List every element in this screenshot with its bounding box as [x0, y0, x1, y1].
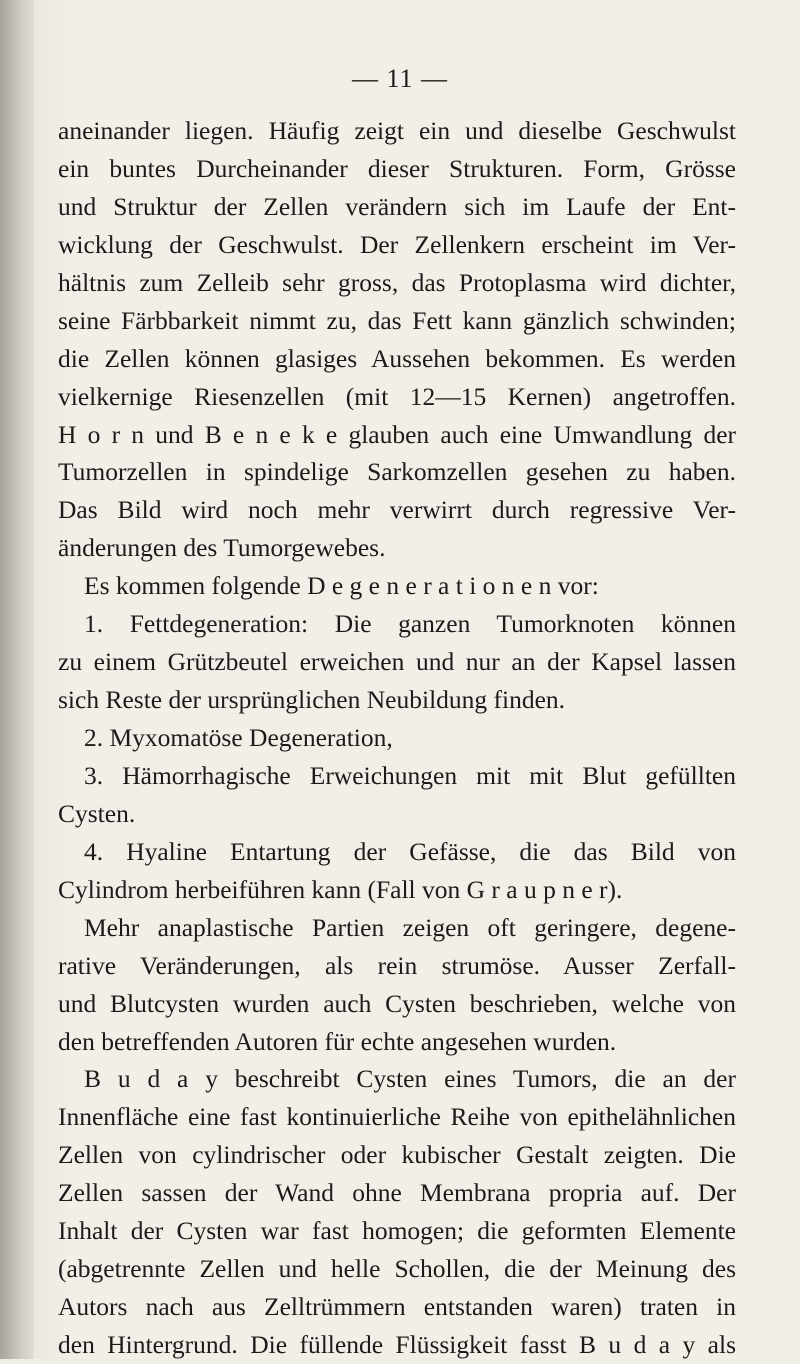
- text-line: (abgetrennte Zellen und helle Schollen, die der Meinung des: [58, 1254, 736, 1284]
- text-line: Cylindrom herbeiführen kann (Fall von G r a u p n e r).: [58, 874, 623, 904]
- book-gutter-shadow: [0, 0, 34, 1359]
- text-line: H o r n und B e n e k e glauben auch eine Umwandlung der: [58, 419, 736, 449]
- text-line: Autors nach aus Zelltrümmern entstanden waren) traten in: [58, 1292, 736, 1322]
- text-line: änderungen des Tumorgewebes.: [58, 533, 386, 563]
- text-line: rative Veränderungen, als rein strumöse. Ausser Zerfall-: [58, 950, 736, 980]
- text-line: 2. Myxomatöse Degeneration,: [84, 723, 393, 752]
- text-line: 4. Hyaline Entartung der Gefässe, die das Bild von: [84, 836, 736, 866]
- text-line: Inhalt der Cysten war fast homogen; die geformten Elemente: [58, 1216, 736, 1246]
- text-line: sich Reste der ursprünglichen Neubildung finden.: [58, 685, 566, 715]
- text-line: Zellen sassen der Wand ohne Membrana propria auf. Der: [58, 1178, 736, 1208]
- text-line: wicklung der Geschwulst. Der Zellenkern erscheint im Ver-: [58, 229, 736, 259]
- text-line: Mehr anaplastische Partien zeigen oft geringere, degene-: [84, 912, 736, 942]
- text-line: die Zellen können glasiges Aussehen bekommen. Es werden: [58, 343, 736, 373]
- text-line: zu einem Grützbeutel erweichen und nur an der Kapsel lassen: [58, 647, 736, 677]
- text-line: den Hintergrund. Die füllende Flüssigkeit fasst B u d a y als: [58, 1330, 736, 1359]
- text-line: vielkernige Riesenzellen (mit 12—15 Kernen) angetroffen.: [58, 381, 736, 411]
- text-line: ein buntes Durcheinander dieser Strukturen. Form, Grösse: [58, 153, 736, 183]
- page-number: — 11 —: [351, 64, 449, 93]
- text-line: den betreffenden Autoren für echte angesehen wurden.: [58, 1026, 617, 1056]
- text-line: und Blutcysten wurden auch Cysten beschrieben, welche von: [58, 988, 736, 1018]
- text-line: Zellen von cylindrischer oder kubischer Gestalt zeigten. Die: [58, 1140, 736, 1170]
- body-text: [58, 112, 736, 1364]
- text-line: aneinander liegen. Häufig zeigt ein und dieselbe Geschwulst: [58, 116, 736, 145]
- text-line: Tumorzellen in spindelige Sarkomzellen gesehen zu haben.: [58, 457, 736, 487]
- text-line: Cysten.: [58, 798, 136, 828]
- text-line: hältnis zum Zelleib sehr gross, das Protoplasma wird dichter,: [58, 267, 736, 297]
- text-line: Das Bild wird noch mehr verwirrt durch regressive Ver-: [58, 495, 736, 525]
- text-line: seine Färbbarkeit nimmt zu, das Fett kann gänzlich schwinden;: [58, 305, 736, 335]
- text-line: Innenfläche eine fast kontinuierliche Reihe von epithelähnlichen: [58, 1102, 736, 1132]
- text-line: 3. Hämorrhagische Erweichungen mit mit Blut gefüllten: [84, 760, 736, 790]
- text-line: Es kommen folgende D e g e n e r a t i o n e n vor:: [84, 571, 599, 601]
- text-line: und Struktur der Zellen verändern sich im Laufe der Ent-: [58, 191, 736, 221]
- text-line: B u d a y beschreibt Cysten eines Tumors, die an der: [84, 1064, 736, 1094]
- text-line: 1. Fettdegeneration: Die ganzen Tumorknoten können: [84, 609, 736, 639]
